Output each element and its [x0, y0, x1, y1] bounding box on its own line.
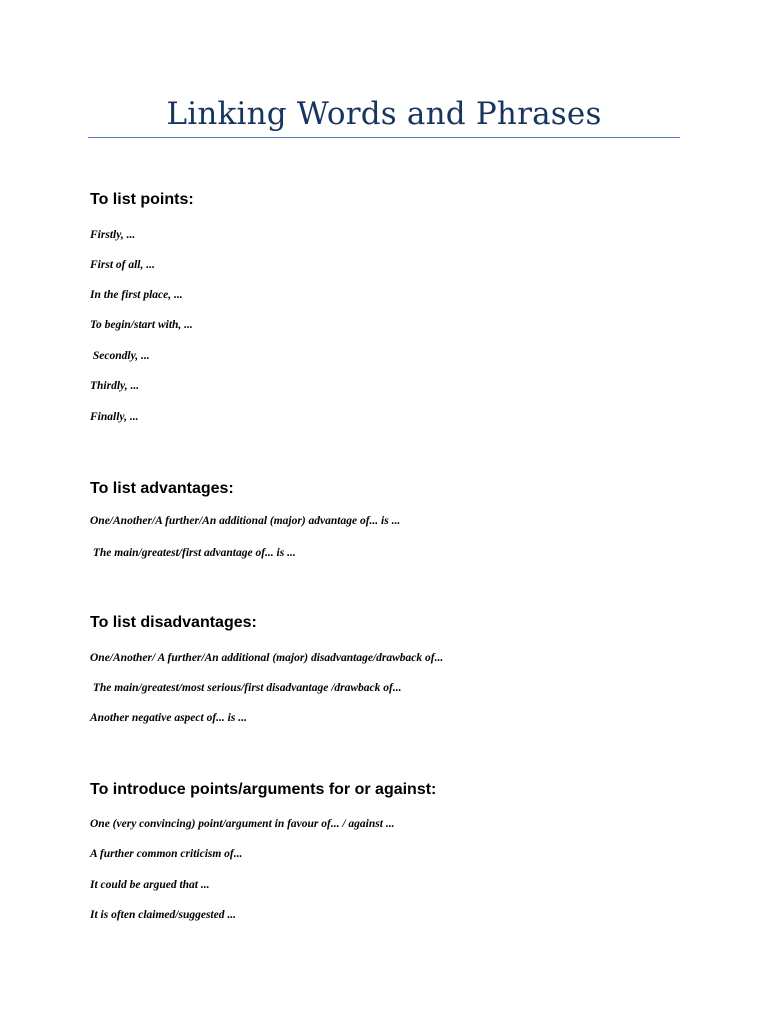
section-heading-list-points: To list points:: [90, 191, 194, 208]
list-item: Another negative aspect of... is ...: [90, 712, 247, 724]
page-title: Linking Words and Phrases: [166, 96, 602, 132]
list-item: Firstly, ...: [90, 229, 136, 241]
list-item: One/Another/A further/An additional (major) advantage of... is ...: [90, 515, 401, 527]
list-item: One (very convincing) point/argument in favour of... / against ...: [90, 818, 395, 830]
list-item: First of all, ...: [90, 259, 155, 271]
list-item: In the first place, ...: [90, 289, 183, 301]
list-item: Secondly, ...: [90, 350, 150, 362]
list-item: It is often claimed/suggested ...: [90, 909, 236, 921]
list-item: One/Another/ A further/An additional (major) disadvantage/drawback of...: [90, 652, 444, 664]
title-divider: [88, 137, 680, 138]
list-item: To begin/start with, ...: [90, 319, 193, 331]
list-item: The main/greatest/first advantage of... is ...: [90, 547, 296, 559]
list-item: It could be argued that ...: [90, 879, 210, 891]
list-item: Finally, ...: [90, 411, 139, 423]
list-item: A further common criticism of...: [90, 848, 243, 860]
section-heading-list-disadvantages: To list disadvantages:: [90, 614, 257, 631]
list-item: The main/greatest/most serious/first disadvantage /drawback of...: [90, 682, 402, 694]
section-heading-introduce-arguments: To introduce points/arguments for or against:: [90, 781, 437, 798]
list-item: Thirdly, ...: [90, 380, 140, 392]
section-heading-list-advantages: To list advantages:: [90, 480, 234, 497]
